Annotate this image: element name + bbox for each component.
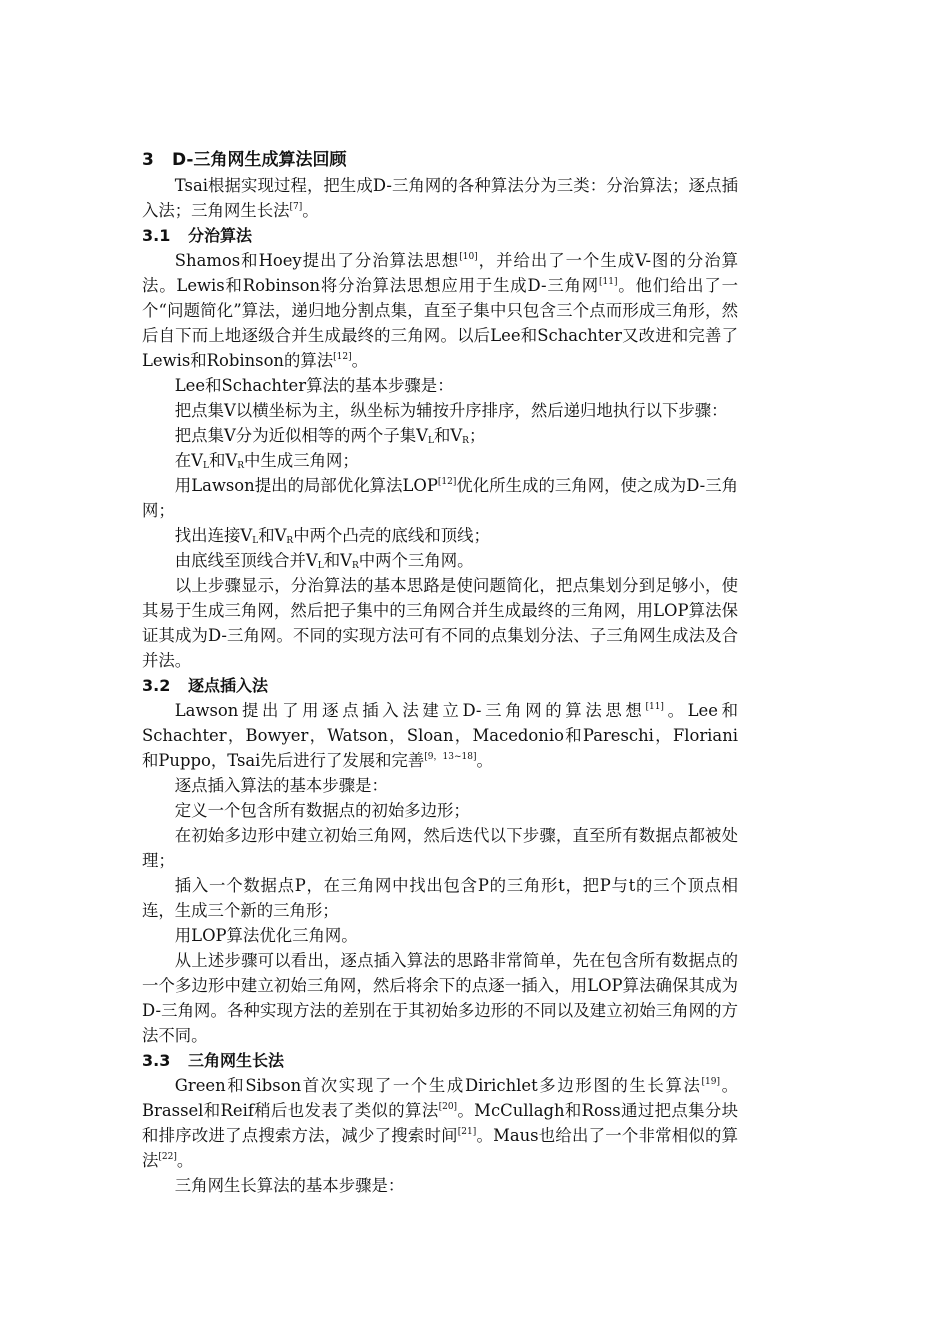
step-item: 插入一个数据点P，在三角网中找出包含P的三角形t，把P与t的三个顶点相连，生成三个新的三角形； <box>142 876 738 920</box>
step-item: 在$V_L$和$V_R$中生成三角网； <box>174 451 359 471</box>
subsection-title: 三角网生长法 <box>188 1051 285 1070</box>
citation: [19] <box>701 1077 720 1087</box>
step-item: 用Lawson提出的局部优化算法LOP[12]优化所生成的三角网，使之成为D-三角网； <box>142 476 739 520</box>
paragraph: 逐点插入算法的基本步骤是： <box>174 776 388 795</box>
citation: [7] <box>289 202 303 212</box>
citation: [11] <box>645 702 664 712</box>
subsection-number: 3.3 <box>142 1051 171 1070</box>
citation: [21] <box>457 1127 477 1137</box>
subsection-number: 3.2 <box>142 676 171 695</box>
citation: [12] <box>437 477 457 487</box>
paragraph: Shamos和Hoey提出了分治算法思想[10]，并给出了一个生成V-图的分治算法。Lewis和Robinson将分治算法思想应用于生成D-三角网[11]。他们给出了一个“问题简化”算法，递归地分割点集，直至子集中只包含三个点而形成三角形，然后自下而上地逐级合并生成最终的三角网。以后Lee和Schachter又改进和完善了Lewis和Robinson的算法[12]。 <box>142 251 739 370</box>
step-item: 把点集V分为近似相等的两个子集$V_L$和$V_R$； <box>174 426 486 446</box>
section-3-heading <box>142 148 738 173</box>
subsection-number: 3.1 <box>142 226 171 245</box>
paragraph: 三角网生长算法的基本步骤是： <box>174 1176 405 1195</box>
paragraph: 把点集V以横坐标为主，纵坐标为辅按升序排序，然后递归地执行以下步骤： <box>174 401 728 420</box>
paper-page <box>142 146 738 1198</box>
subsection-3-1-heading <box>142 223 738 248</box>
subsection-title: 分治算法 <box>188 226 253 245</box>
step-item: 由底线至顶线合并$V_L$和$V_R$中两个三角网。 <box>174 551 474 571</box>
step-item: 用LOP算法优化三角网。 <box>174 926 358 945</box>
paragraph: 从上述步骤可以看出，逐点插入算法的思路非常简单，先在包含所有数据点的一个多边形中建立初始三角网，然后将余下的点逐一插入，用LOP算法确保其成为D-三角网。各种实现方法的差别在于其初始多边形的不同以及建立初始三角网的方法不同。 <box>142 951 738 1045</box>
step-item: 定义一个包含所有数据点的初始多边形； <box>174 801 470 820</box>
citation: [12] <box>333 352 352 362</box>
paragraph: 以上步骤显示，分治算法的基本思路是使问题简化，把点集划分到足够小，使其易于生成三角网，然后把子集中的三角网合并生成最终的三角网，用LOP算法保证其成为D-三角网。不同的实现方法可有不同的点集划分法、子三角网生成法及合并法。 <box>142 576 738 670</box>
section-title: D-三角网生成算法回顾 <box>172 150 347 170</box>
subsection-3-2-heading <box>142 673 738 698</box>
citation: [20] <box>438 1102 458 1112</box>
section-number: 3 <box>142 150 154 170</box>
step-item: 找出连接$V_L$和$V_R$中两个凸壳的底线和顶线； <box>174 526 490 546</box>
citation: [9，13~18] <box>424 752 477 762</box>
paragraph: Lee和Schachter算法的基本步骤是： <box>174 376 454 395</box>
paragraph: Green和Sibson首次实现了一个生成Dirichlet多边形图的生长算法[19]。Brassel和Reif稍后也发表了类似的算法[20]。McCullagh和Ross通过把点集分块和排序改进了点搜索方法，减少了搜索时间[21]。Maus也给出了一个非常相似的算法[22]。 <box>142 1076 738 1170</box>
intro-paragraph: Tsai根据实现过程，把生成D-三角网的各种算法分为三类：分治算法；逐点插入法；三角网生长法[7]。 <box>142 176 738 220</box>
citation: [11] <box>598 277 618 287</box>
step-item: 在初始多边形中建立初始三角网，然后迭代以下步骤，直至所有数据点都被处理； <box>142 826 738 870</box>
citation: [22] <box>158 1152 177 1162</box>
citation: [10] <box>459 252 478 262</box>
paragraph: Lawson提出了用逐点插入法建立D-三角网的算法思想[11]。Lee和Schachter，Bowyer，Watson，Sloan，Macedonio和Pareschi，Floriani和Puppo，Tsai先后进行了发展和完善[9，13~18]。 <box>142 701 738 770</box>
subsection-title: 逐点插入法 <box>188 676 269 695</box>
subsection-3-3-heading <box>142 1048 738 1073</box>
